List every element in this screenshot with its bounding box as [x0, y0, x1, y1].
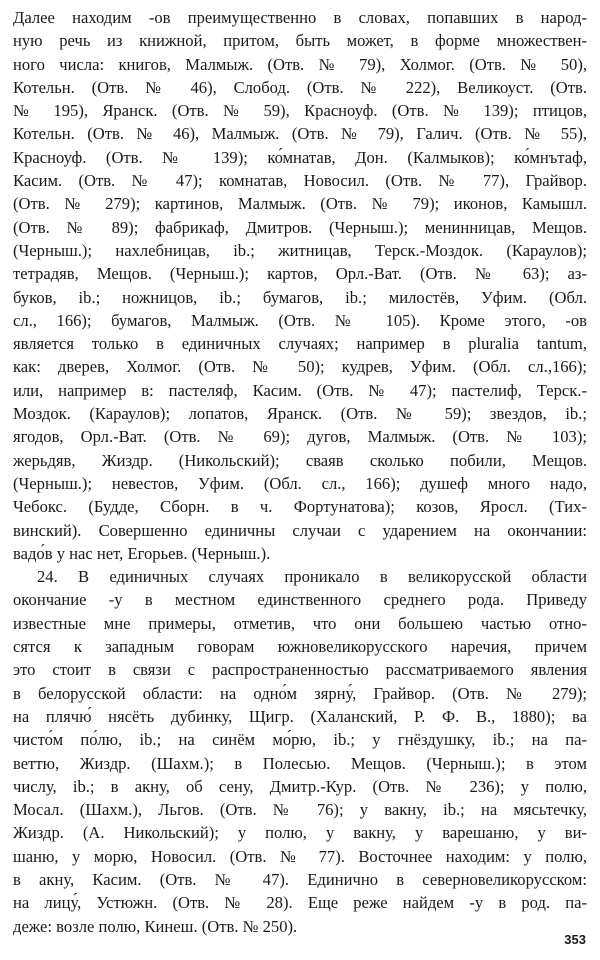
- text-line: (Отв. № 279); картинов, Малмыж. (Отв. № 79); иконов, Камышл.: [13, 194, 587, 214]
- text-line: (Черныш.); нахлебницав, ib.; житницав, Терск.-Моздок. (Караулов);: [13, 240, 587, 260]
- text-line: вадо́в у нас нет, Егорьев. (Черныш.).: [13, 543, 271, 563]
- text-line: является только в единичных случаях; например в pluralia tantum,: [13, 334, 587, 354]
- text-line: Чебокс. (Будде, Сборн. в ч. Фортунатова); козов, Яросл. (Тих-: [13, 497, 587, 517]
- paragraph-1: [13, 6, 587, 565]
- text-line: Котельн. (Отв. № 46), Малмыж. (Отв. № 79), Галич. (Отв. № 55),: [13, 124, 587, 144]
- text-line: чисто́м по́лю, ib.; на синём мо́рю, ib.; у гнёздушку, ib.; на па-: [13, 730, 587, 750]
- text-line: Далее находим -ов преимущественно в словах, попавших в народ-: [13, 8, 587, 27]
- text-line: сл., 166); бумагов, Малмыж. (Отв. № 105). Кроме этого, -ов: [13, 310, 587, 330]
- text-line: винский). Совершенно единичны случаи с ударением на окончании:: [13, 520, 587, 540]
- text-line: (Черныш.); невестов, Уфим. (Обл. сл., 166); душеф много надо,: [13, 473, 587, 493]
- text-line: как: дверев, Холмог. (Отв. № 50); кудрев, Уфим. (Обл. сл.,166);: [13, 357, 587, 377]
- text-line: Моздок. (Караулов); лопатов, Яранск. (Отв. № 59); звездов, ib.;: [13, 404, 587, 424]
- text-line: это стоит в связи с распространенностью рассматриваемого явления: [13, 660, 587, 680]
- text-line: 24. В единичных случаях проникало в великорусской области: [37, 567, 587, 587]
- paragraph-2: [13, 565, 587, 938]
- text-line: ного числа: книгов, Малмыж. (Отв. № 79), Холмог. (Отв. № 50),: [13, 54, 587, 74]
- text-line: буков, ib.; ножницов, ib.; бумагов, ib.; милостёв, Уфим. (Обл.: [13, 287, 587, 307]
- text-line: Жиздр. (А. Никольский); у полю, у вакну, у варешаню, у ви-: [13, 823, 587, 843]
- text-line: окончание -у в местном единственного среднего рода. Приведу: [13, 590, 587, 610]
- text-line: Красноуф. (Отв. № 139); ко́мнатав, Дон. (Калмыков); ко́мнътаф,: [13, 147, 587, 167]
- text-line: тетрадяв, Мещов. (Черныш.); картов, Орл.-Ват. (Отв. № 63); аз-: [13, 264, 587, 284]
- text-line: веттю, Жиздр. (Шахм.); в Полесью. Мещов. (Черныш.); в этом: [13, 753, 587, 773]
- text-line: в акну, Касим. (Отв. № 47). Единично в северновеликорусском:: [13, 869, 587, 889]
- page-number: 353: [564, 932, 586, 947]
- text-line: сятся к западным говорам южновеликорусского наречия, причем: [13, 637, 587, 657]
- text-line: деже: возле полю, Кинеш. (Отв. № 250).: [13, 916, 298, 936]
- text-line: на лицу́, Устюжн. (Отв. № 28). Еще реже найдем -у в род. па-: [13, 893, 587, 913]
- text-line: или, например в: пастеляф, Касим. (Отв. № 47); пастелиф, Терск.-: [13, 380, 587, 400]
- text-line: известные мне примеры, отметив, что они большею частью отно-: [13, 613, 587, 633]
- text-line: числу, ib.; в акну, об сену, Дмитр.-Кур. (Отв. № 236); у полю,: [13, 776, 587, 796]
- text-line: (Отв. № 89); фабрикаф, Дмитров. (Черныш.); менинницав, Мещов.: [13, 217, 587, 237]
- text-line: на плячю́ нясёть дубинку, Щигр. (Халанский, Р. Ф. В., 1880); ва: [13, 706, 587, 726]
- text-line: Касим. (Отв. № 47); комнатав, Новосил. (Отв. № 77), Грайвор.: [13, 171, 587, 191]
- text-line: ягодов, Орл.-Ват. (Отв. № 69); дугов, Малмыж. (Отв. № 103);: [13, 427, 587, 447]
- text-line: жерьдяв, Жиздр. (Никольский); сваяв сколько побили, Мещов.: [13, 450, 587, 470]
- text-line: № 195), Яранск. (Отв. № 59), Красноуф. (Отв. № 139); птицов,: [13, 101, 587, 121]
- text-line: в белорусской области: на одно́м зярну́, Грайвор. (Отв. № 279);: [13, 683, 587, 703]
- text-line: Котельн. (Отв. № 46), Слобод. (Отв. № 222), Великоуст. (Отв.: [13, 77, 587, 97]
- text-line: ную речь из книжной, притом, быть может, в форме множествен-: [13, 31, 587, 51]
- page-text: [13, 6, 587, 938]
- text-line: шаню, у морю, Новосил. (Отв. № 77). Восточнее находим: у полю,: [13, 846, 587, 866]
- text-line: Мосал. (Шахм.), Льгов. (Отв. № 76); у вакну, ib.; на мясьтечку,: [13, 800, 587, 820]
